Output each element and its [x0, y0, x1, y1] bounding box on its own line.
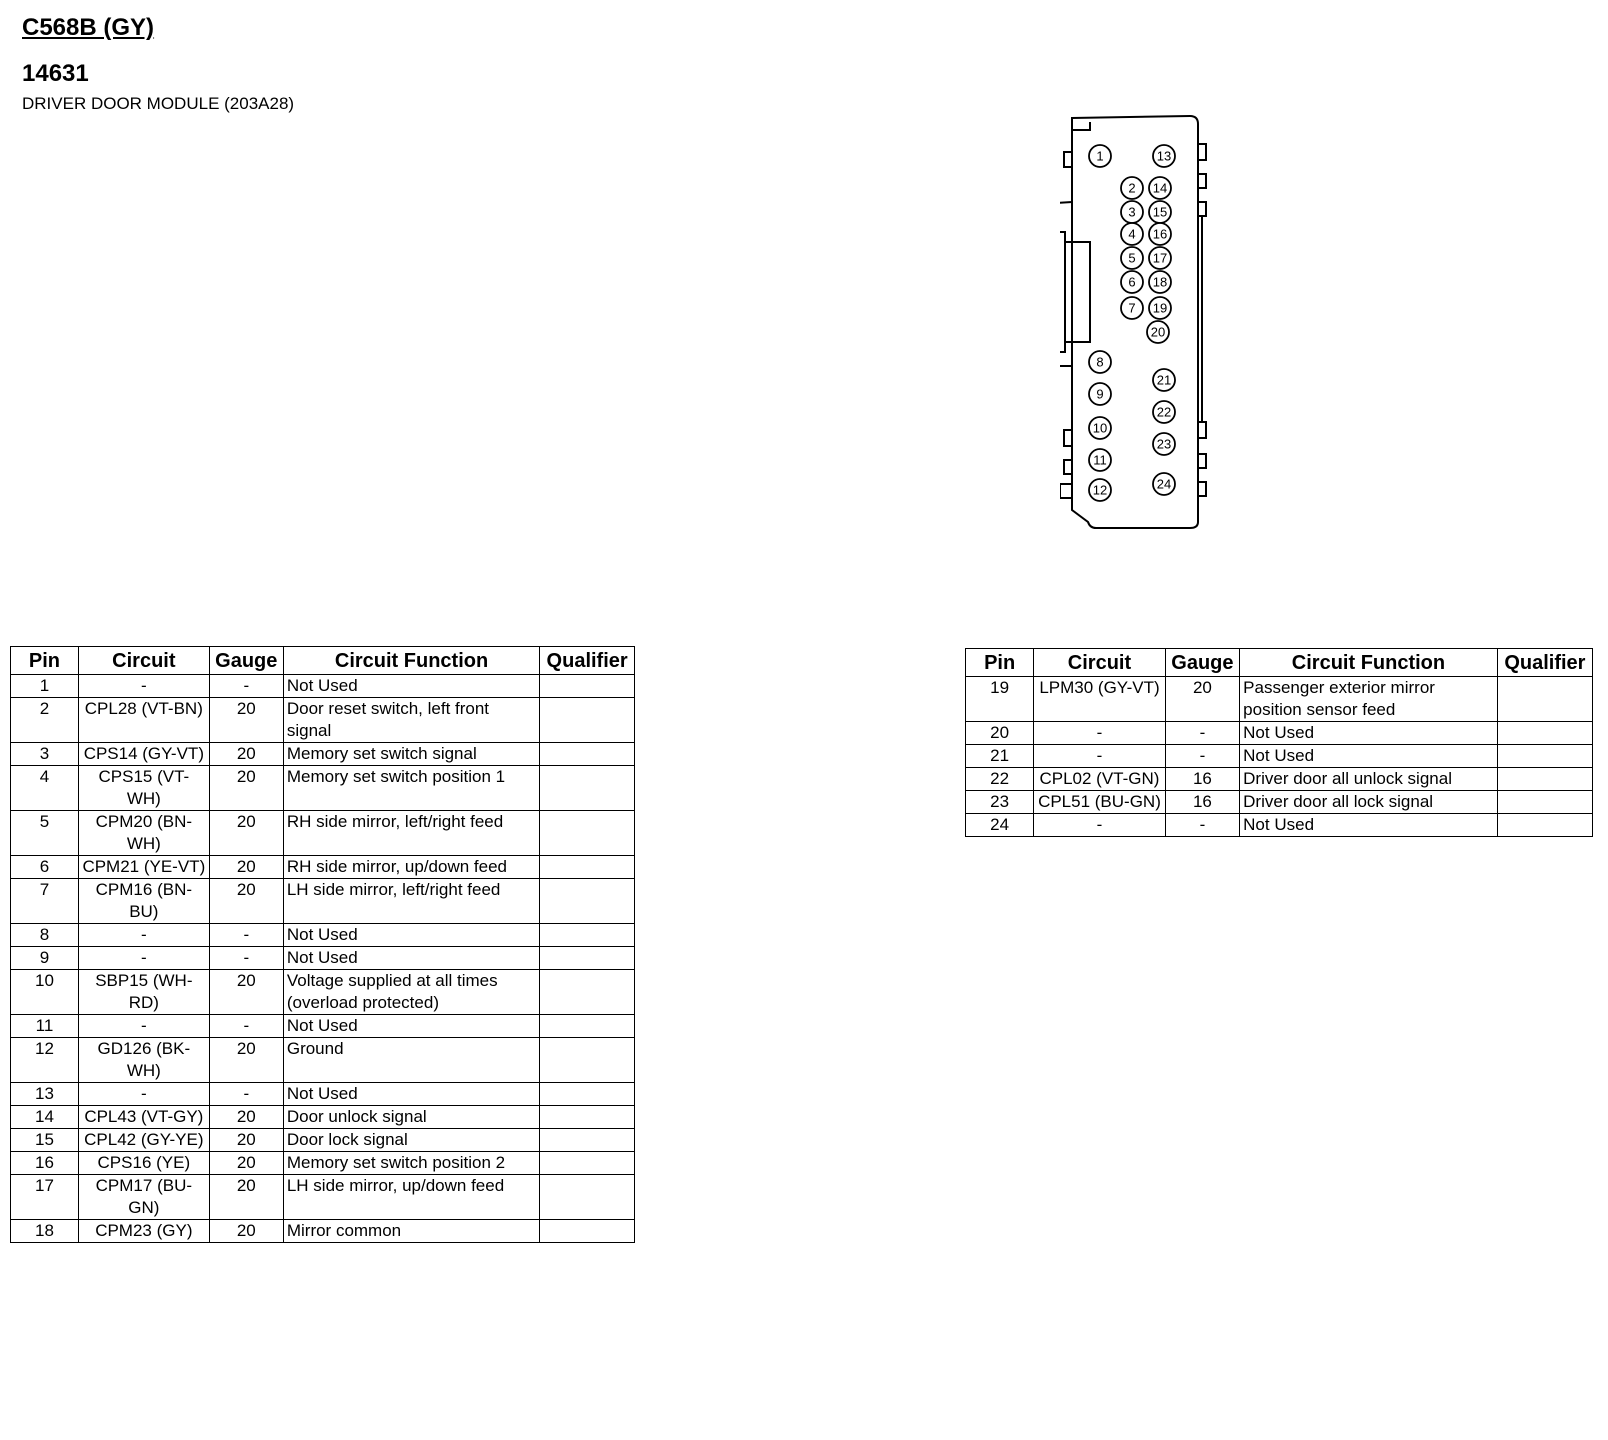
- pin-cell: 1: [11, 675, 79, 698]
- qualifier-cell: [540, 766, 635, 811]
- pin-cell: 12: [11, 1038, 79, 1083]
- pin-cell: 17: [11, 1175, 79, 1220]
- function-cell: RH side mirror, left/right feed: [283, 811, 539, 856]
- gauge-cell: 20: [209, 698, 283, 743]
- pin-cell: 5: [11, 811, 79, 856]
- function-cell: Ground: [283, 1038, 539, 1083]
- function-cell: Mirror common: [283, 1220, 539, 1243]
- gauge-cell: 20: [209, 856, 283, 879]
- qualifier-cell: [540, 743, 635, 766]
- qualifier-cell: [540, 856, 635, 879]
- pin-cell: 10: [11, 970, 79, 1015]
- pin-13-label: 13: [1156, 148, 1172, 164]
- qualifier-cell: [540, 1083, 635, 1106]
- circuit-cell: CPM21 (YE-VT): [78, 856, 209, 879]
- pin-cell: 2: [11, 698, 79, 743]
- qualifier-cell: [540, 1038, 635, 1083]
- circuit-cell: CPL51 (BU-GN): [1034, 791, 1165, 814]
- circuit-cell: CPS14 (GY-VT): [78, 743, 209, 766]
- pin-12-label: 12: [1092, 482, 1108, 498]
- function-cell: Not Used: [1240, 814, 1498, 837]
- qualifier-cell: [540, 698, 635, 743]
- qualifier-cell: [540, 879, 635, 924]
- table-row: [11, 1129, 635, 1152]
- table-row: [11, 675, 635, 698]
- table-row: [11, 1220, 635, 1243]
- gauge-cell: 20: [209, 766, 283, 811]
- connector-right-tab-top: [1198, 144, 1206, 160]
- pin-cell: 18: [11, 1220, 79, 1243]
- header-gauge: Gauge: [209, 647, 283, 675]
- module-description: DRIVER DOOR MODULE (203A28): [22, 94, 295, 113]
- pin-3-label: 3: [1128, 204, 1136, 220]
- connector-right-tab-2: [1198, 174, 1206, 188]
- table-row: [11, 856, 635, 879]
- pin-21-label: 21: [1156, 372, 1172, 388]
- pin-cell: 19: [966, 677, 1034, 722]
- header-function: Circuit Function: [283, 647, 539, 675]
- function-cell: Not Used: [283, 1015, 539, 1038]
- table-row: [966, 814, 1593, 837]
- pin-16-label: 16: [1152, 226, 1168, 242]
- table-row: [11, 766, 635, 811]
- function-cell: Memory set switch position 2: [283, 1152, 539, 1175]
- circuit-cell: -: [78, 1083, 209, 1106]
- header-pin: Pin: [966, 649, 1034, 677]
- gauge-cell: 20: [209, 1152, 283, 1175]
- pin-cell: 14: [11, 1106, 79, 1129]
- pin-cell: 23: [966, 791, 1034, 814]
- connector-code: C568B (GY): [22, 14, 155, 41]
- table-row: [11, 1015, 635, 1038]
- pin-cell: 24: [966, 814, 1034, 837]
- header-qualifier: Qualifier: [540, 647, 635, 675]
- circuit-cell: -: [78, 947, 209, 970]
- connector-left-tab-bottom: [1060, 484, 1072, 498]
- header-circuit: Circuit: [78, 647, 209, 675]
- pin-9-label: 9: [1096, 386, 1104, 402]
- gauge-cell: -: [209, 924, 283, 947]
- gauge-cell: 20: [209, 1175, 283, 1220]
- table-row: [11, 924, 635, 947]
- table-header-row: [966, 649, 1593, 677]
- gauge-cell: 20: [209, 811, 283, 856]
- circuit-cell: -: [1034, 745, 1165, 768]
- table-row: [11, 1152, 635, 1175]
- circuit-cell: CPL42 (GY-YE): [78, 1129, 209, 1152]
- circuit-cell: CPM23 (GY): [78, 1220, 209, 1243]
- qualifier-cell: [1497, 745, 1592, 768]
- function-cell: Door reset switch, left front signal: [283, 698, 539, 743]
- function-cell: Voltage supplied at all times (overload protected): [283, 970, 539, 1015]
- pin-17-label: 17: [1152, 250, 1168, 266]
- circuit-cell: CPL28 (VT-BN): [78, 698, 209, 743]
- circuit-cell: CPS16 (YE): [78, 1152, 209, 1175]
- function-cell: Door unlock signal: [283, 1106, 539, 1129]
- pin-cell: 6: [11, 856, 79, 879]
- function-cell: LH side mirror, left/right feed: [283, 879, 539, 924]
- qualifier-cell: [540, 1106, 635, 1129]
- gauge-cell: 20: [209, 1129, 283, 1152]
- header-pin: Pin: [11, 647, 79, 675]
- function-cell: Not Used: [283, 924, 539, 947]
- table-row: [11, 1083, 635, 1106]
- qualifier-cell: [540, 947, 635, 970]
- gauge-cell: 16: [1165, 768, 1239, 791]
- function-cell: Not Used: [1240, 722, 1498, 745]
- pin-19-label: 19: [1152, 300, 1168, 316]
- pin-cell: 4: [11, 766, 79, 811]
- qualifier-cell: [540, 1015, 635, 1038]
- table-row: [966, 677, 1593, 722]
- table-row: [11, 1175, 635, 1220]
- circuit-cell: CPM17 (BU-GN): [78, 1175, 209, 1220]
- pin-table-right: [965, 648, 1593, 837]
- function-cell: Driver door all lock signal: [1240, 791, 1498, 814]
- pin-cell: 22: [966, 768, 1034, 791]
- table-row: [11, 743, 635, 766]
- pin-circles: [1089, 145, 1175, 501]
- circuit-cell: -: [78, 675, 209, 698]
- function-cell: Not Used: [283, 675, 539, 698]
- circuit-cell: -: [1034, 722, 1165, 745]
- table-row: [11, 1106, 635, 1129]
- gauge-cell: 20: [1165, 677, 1239, 722]
- gauge-cell: -: [1165, 745, 1239, 768]
- table-row: [11, 970, 635, 1015]
- pin-24-label: 24: [1156, 476, 1172, 492]
- gauge-cell: 16: [1165, 791, 1239, 814]
- circuit-cell: -: [78, 1015, 209, 1038]
- table-row: [11, 1038, 635, 1083]
- table-row: [11, 879, 635, 924]
- pin-cell: 11: [11, 1015, 79, 1038]
- header-function: Circuit Function: [1240, 649, 1498, 677]
- pin-cell: 9: [11, 947, 79, 970]
- header-circuit: Circuit: [1034, 649, 1165, 677]
- pin-14-label: 14: [1152, 180, 1168, 196]
- gauge-cell: -: [209, 1015, 283, 1038]
- circuit-cell: CPM16 (BN-BU): [78, 879, 209, 924]
- function-cell: Door lock signal: [283, 1129, 539, 1152]
- gauge-cell: -: [209, 947, 283, 970]
- qualifier-cell: [540, 1152, 635, 1175]
- pin-table-left: [10, 646, 635, 1243]
- gauge-cell: -: [1165, 722, 1239, 745]
- qualifier-cell: [540, 1129, 635, 1152]
- qualifier-cell: [1497, 814, 1592, 837]
- circuit-cell: CPM20 (BN-WH): [78, 811, 209, 856]
- pin-cell: 20: [966, 722, 1034, 745]
- header-gauge: Gauge: [1165, 649, 1239, 677]
- connector-diagram: [1060, 112, 1260, 552]
- connector-left-tab-mid: [1064, 430, 1072, 446]
- function-cell: Memory set switch position 1: [283, 766, 539, 811]
- qualifier-cell: [540, 924, 635, 947]
- gauge-cell: 20: [209, 1220, 283, 1243]
- table-row: [11, 947, 635, 970]
- circuit-cell: -: [78, 924, 209, 947]
- function-cell: Not Used: [283, 947, 539, 970]
- gauge-cell: -: [209, 1083, 283, 1106]
- circuit-cell: LPM30 (GY-VT): [1034, 677, 1165, 722]
- table-header-row: [11, 647, 635, 675]
- function-cell: LH side mirror, up/down feed: [283, 1175, 539, 1220]
- circuit-cell: CPS15 (VT-WH): [78, 766, 209, 811]
- pin-23-label: 23: [1156, 436, 1172, 452]
- function-cell: RH side mirror, up/down feed: [283, 856, 539, 879]
- function-cell: Passenger exterior mirror position sensor feed: [1240, 677, 1498, 722]
- table-row: [966, 745, 1593, 768]
- qualifier-cell: [540, 675, 635, 698]
- circuit-cell: -: [1034, 814, 1165, 837]
- function-cell: Not Used: [1240, 745, 1498, 768]
- gauge-cell: 20: [209, 970, 283, 1015]
- qualifier-cell: [1497, 722, 1592, 745]
- pin-1-label: 1: [1096, 148, 1104, 164]
- table-row: [966, 791, 1593, 814]
- gauge-cell: -: [209, 675, 283, 698]
- qualifier-cell: [540, 1220, 635, 1243]
- gauge-cell: 20: [209, 879, 283, 924]
- pin-6-label: 6: [1128, 274, 1136, 290]
- table-row: [11, 698, 635, 743]
- pin-15-label: 15: [1152, 204, 1168, 220]
- qualifier-cell: [1497, 768, 1592, 791]
- connector-right-tab-6: [1198, 482, 1206, 496]
- table-row: [11, 811, 635, 856]
- circuit-cell: CPL02 (VT-GN): [1034, 768, 1165, 791]
- pin-cell: 3: [11, 743, 79, 766]
- gauge-cell: 20: [209, 1106, 283, 1129]
- qualifier-cell: [540, 811, 635, 856]
- connector-latch-inner: [1060, 232, 1065, 352]
- pin-8-label: 8: [1096, 354, 1104, 370]
- connector-latch-detail: [1065, 242, 1090, 342]
- pin-2-label: 2: [1128, 180, 1136, 196]
- qualifier-cell: [1497, 677, 1592, 722]
- qualifier-cell: [1497, 791, 1592, 814]
- circuit-cell: CPL43 (VT-GY): [78, 1106, 209, 1129]
- connector-left-tab-top: [1064, 152, 1072, 167]
- gauge-cell: 20: [209, 743, 283, 766]
- pin-cell: 15: [11, 1129, 79, 1152]
- pin-cell: 7: [11, 879, 79, 924]
- pin-5-label: 5: [1128, 250, 1136, 266]
- pin-20-label: 20: [1150, 324, 1166, 340]
- function-cell: Not Used: [283, 1083, 539, 1106]
- function-cell: Memory set switch signal: [283, 743, 539, 766]
- pin-cell: 21: [966, 745, 1034, 768]
- circuit-cell: SBP15 (WH-RD): [78, 970, 209, 1015]
- pin-cell: 8: [11, 924, 79, 947]
- pin-cell: 13: [11, 1083, 79, 1106]
- pin-22-label: 22: [1156, 404, 1172, 420]
- table-row: [966, 722, 1593, 745]
- circuit-cell: GD126 (BK-WH): [78, 1038, 209, 1083]
- table-row: [966, 768, 1593, 791]
- pin-11-label: 11: [1093, 452, 1107, 468]
- header-qualifier: Qualifier: [1497, 649, 1592, 677]
- qualifier-cell: [540, 970, 635, 1015]
- part-number: 14631: [22, 60, 89, 87]
- pin-cell: 16: [11, 1152, 79, 1175]
- pin-10-label: 10: [1092, 420, 1108, 436]
- connector-right-tab-5: [1198, 454, 1206, 468]
- connector-right-tab-3: [1198, 202, 1206, 216]
- connector-right-tab-4: [1198, 422, 1206, 438]
- gauge-cell: -: [1165, 814, 1239, 837]
- connector-left-tab-low: [1064, 460, 1072, 474]
- pin-4-label: 4: [1128, 226, 1136, 242]
- pin-18-label: 18: [1152, 274, 1168, 290]
- gauge-cell: 20: [209, 1038, 283, 1083]
- qualifier-cell: [540, 1175, 635, 1220]
- pin-7-label: 7: [1128, 300, 1136, 316]
- function-cell: Driver door all unlock signal: [1240, 768, 1498, 791]
- connector-top-notch: [1072, 118, 1090, 130]
